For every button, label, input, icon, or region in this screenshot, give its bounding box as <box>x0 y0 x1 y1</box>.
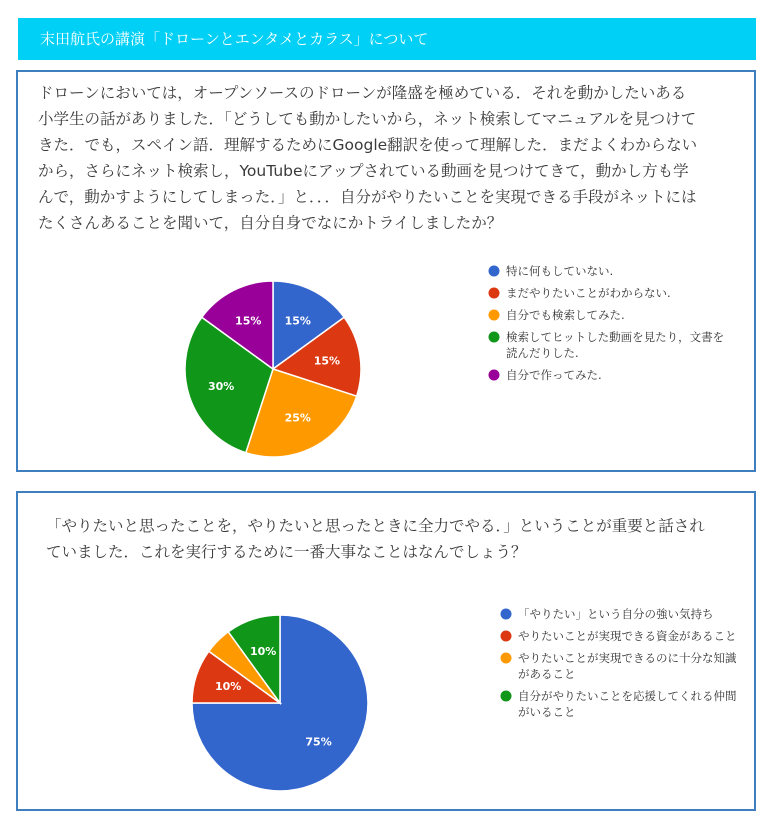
slice-percent-label: 15% <box>313 354 341 368</box>
pie-chart-1 <box>18 72 754 470</box>
slice-percent-label: 15% <box>284 314 311 328</box>
legend-label: まだやりたいことがわからない. <box>506 286 671 300</box>
page-title: 末田航氏の講演「ドローンとエンタメとカラス」について <box>40 30 429 48</box>
slice-percent-label: 75% <box>305 735 332 749</box>
slice-percent-label: 30% <box>207 379 235 393</box>
legend-label: 「やりたい」という自分の強い気持ち <box>518 607 714 621</box>
question-text-2: 「やりたいと思ったことを，やりたいと思ったときに全力でやる．」ということが重要と話されていました．これを実行するために一番大事なことはなんでしょう？ <box>46 517 705 561</box>
legend-marker <box>489 288 500 299</box>
question-text-1: ドローンにおいては，オープンソースのドローンが隆盛を極めている．それを動かしたいある小学生の話がありました．「どうしても動かしたいから，ネット検索してマニュアルを見つけてきた．でも，スペイン語．理解するためにGoogle翻訳を使って理解した．まだよくわからないから，さらにネット検索し，YouTubeにアップされている動画を見つけてきて，動かし方も学んで，動かすようにしてしまった．」と．．．自分がやりたいことを実現できる手段がネットにはたくさんあることを聞いて，自分自身でなにかトライしましたか？ <box>38 84 698 232</box>
legend-label: 特に何もしていない. <box>506 264 614 278</box>
legend-label: 自分でも検索してみた. <box>506 308 625 322</box>
slice-percent-label: 15% <box>235 314 262 328</box>
legend-label: やりたいことが実現できる資金があること <box>518 629 737 643</box>
legend-label: 自分がやりたいことを応援してくれる仲間がいること <box>518 689 737 719</box>
pie-chart-2 <box>18 493 754 809</box>
legend-marker <box>489 266 500 277</box>
legend-marker <box>489 332 500 343</box>
legend-marker <box>501 691 512 702</box>
legend-marker <box>489 310 500 321</box>
slice-percent-label: 25% <box>284 411 311 425</box>
survey-card-2 <box>16 491 756 811</box>
page-header <box>18 18 756 60</box>
legend-label: 自分で作ってみた. <box>506 368 602 382</box>
survey-card-1 <box>16 70 756 472</box>
legend-marker <box>501 609 512 620</box>
legend-marker <box>501 653 512 664</box>
legend-marker <box>501 631 512 642</box>
legend-label: やりたいことが実現できるのに十分な知識があること <box>518 651 737 681</box>
legend-label: 検索してヒットした動画を見たり，文書を読んだりした. <box>506 330 725 360</box>
legend-marker <box>489 370 500 381</box>
slice-percent-label: 10% <box>214 680 242 694</box>
slice-percent-label: 10% <box>249 645 277 659</box>
